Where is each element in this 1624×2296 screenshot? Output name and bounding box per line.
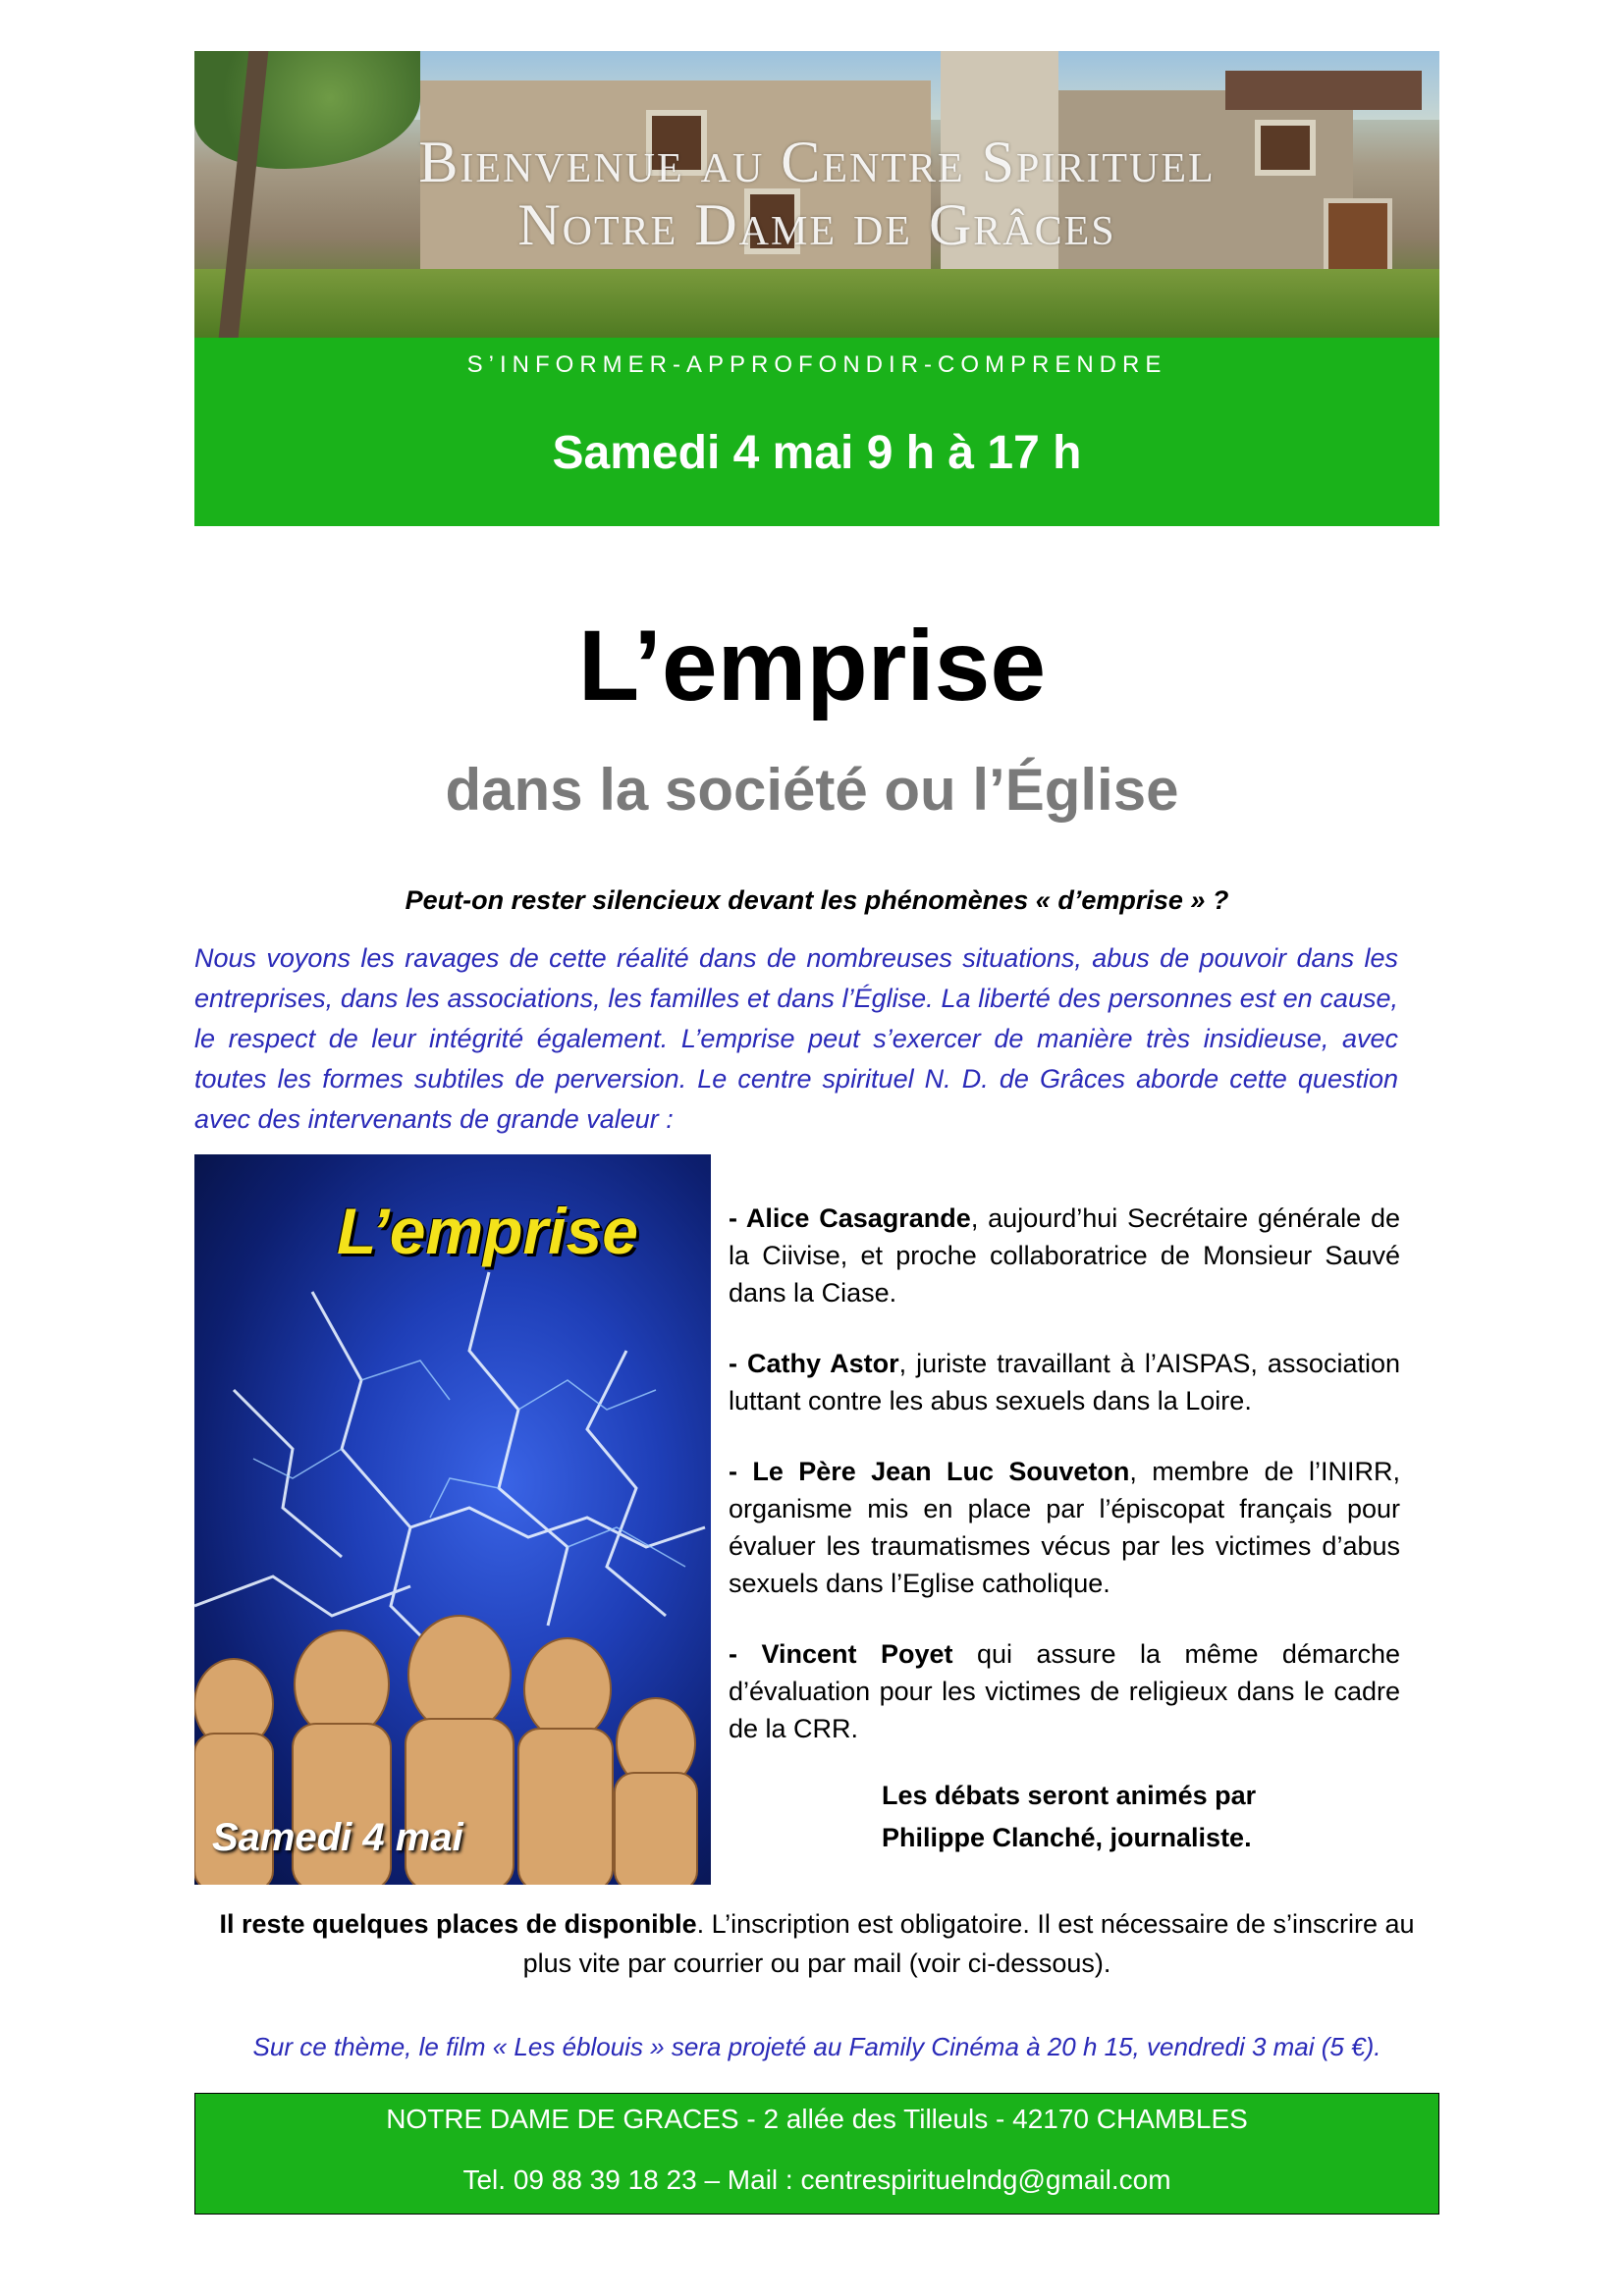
speaker-description: , juriste travaillant à l’AISPAS, association luttant contre les abus sexuels dans la Loire. bbox=[729, 1349, 1400, 1415]
intro-paragraph: Nous voyons les ravages de cette réalité dans de nombreuses situations, abus de pouvoir dans les entreprises, dans les associations, les familles et dans l’Église. La liberté des personnes est en cause, le respect de leur intégrité également. L’emprise peut s’exercer de manière très insidieuse, avec toutes les formes subtiles de perversion. Le centre spirituel N. D. de Grâces aborde cette question avec des intervenants de grande valeur : bbox=[194, 943, 1398, 1134]
speaker-description: , aujourd’hui Secrétaire générale de la Ciivise, et proche collaboratrice de Monsieur Sauvé dans la Ciase. bbox=[729, 1203, 1401, 1308]
banner-title-line1: Bienvenue au Centre Spirituel bbox=[418, 130, 1216, 194]
film-note: Sur ce thème, le film « Les éblouis » sera projeté au Family Cinéma à 20 h 15, vendredi 3 mai (5 €). bbox=[252, 2032, 1381, 2061]
tagline: S’INFORMER-APPROFONDIR-COMPRENDRE bbox=[466, 351, 1167, 378]
footer-address: NOTRE DAME DE GRACES - 2 allée des Tilleuls - 42170 CHAMBLES bbox=[386, 2104, 1248, 2134]
speakers-list bbox=[729, 1200, 1400, 1781]
poster-date: Samedi 4 mai bbox=[212, 1816, 463, 1859]
event-date: Samedi 4 mai 9 h à 17 h bbox=[552, 427, 1082, 479]
sub-title: dans la société ou l’Église bbox=[445, 757, 1179, 823]
footer-contact: Tel. 09 88 39 18 23 – Mail : centrespirituelndg@gmail.com bbox=[462, 2164, 1171, 2195]
speaker-name: - Vincent Poyet bbox=[729, 1639, 953, 1669]
speaker-item bbox=[729, 1200, 1400, 1311]
banner-grass bbox=[194, 269, 1439, 338]
registration-bold: Il reste quelques places de disponible bbox=[219, 1909, 697, 1939]
poster-image bbox=[194, 1154, 711, 1885]
speaker-name: - Le Père Jean Luc Souveton bbox=[729, 1457, 1130, 1486]
question: Peut-on rester silencieux devant les phénomènes « d’emprise » ? bbox=[405, 885, 1229, 915]
footer-green-band bbox=[194, 2093, 1439, 2215]
speaker-item bbox=[729, 1635, 1400, 1747]
speaker-description: qui assure la même démarche d’évaluation pour les victimes de religieux dans le cadre de la CRR. bbox=[729, 1639, 1400, 1743]
main-title: L’emprise bbox=[577, 610, 1047, 721]
debates-line1: Les débats seront animés par bbox=[882, 1781, 1257, 1810]
banner-roof bbox=[1225, 71, 1422, 110]
speaker-name: - Alice Casagrande bbox=[729, 1203, 971, 1233]
speaker-description: , membre de l’INIRR, organisme mis en place par l’épiscopat français pour évaluer les traumatismes vécus par les victimes d’abus sexuels dans l’Eglise catholique. bbox=[729, 1457, 1400, 1598]
speaker-name: - Cathy Astor bbox=[729, 1349, 899, 1378]
registration-note bbox=[194, 1904, 1439, 1983]
speaker-item bbox=[729, 1345, 1400, 1419]
header-green-band bbox=[194, 338, 1439, 526]
banner-photo bbox=[194, 51, 1439, 338]
debates-line2: Philippe Clanché, journaliste. bbox=[882, 1823, 1252, 1852]
poster-title: L’emprise bbox=[337, 1195, 638, 1267]
debates-note bbox=[882, 1775, 1373, 1859]
speaker-item bbox=[729, 1453, 1400, 1602]
registration-text: . L’inscription est obligatoire. Il est nécessaire de s’inscrire au plus vite par courrier ou par mail (voir ci-dessous). bbox=[522, 1909, 1415, 1978]
banner-title-line2: Notre Dame de Grâces bbox=[517, 192, 1116, 257]
